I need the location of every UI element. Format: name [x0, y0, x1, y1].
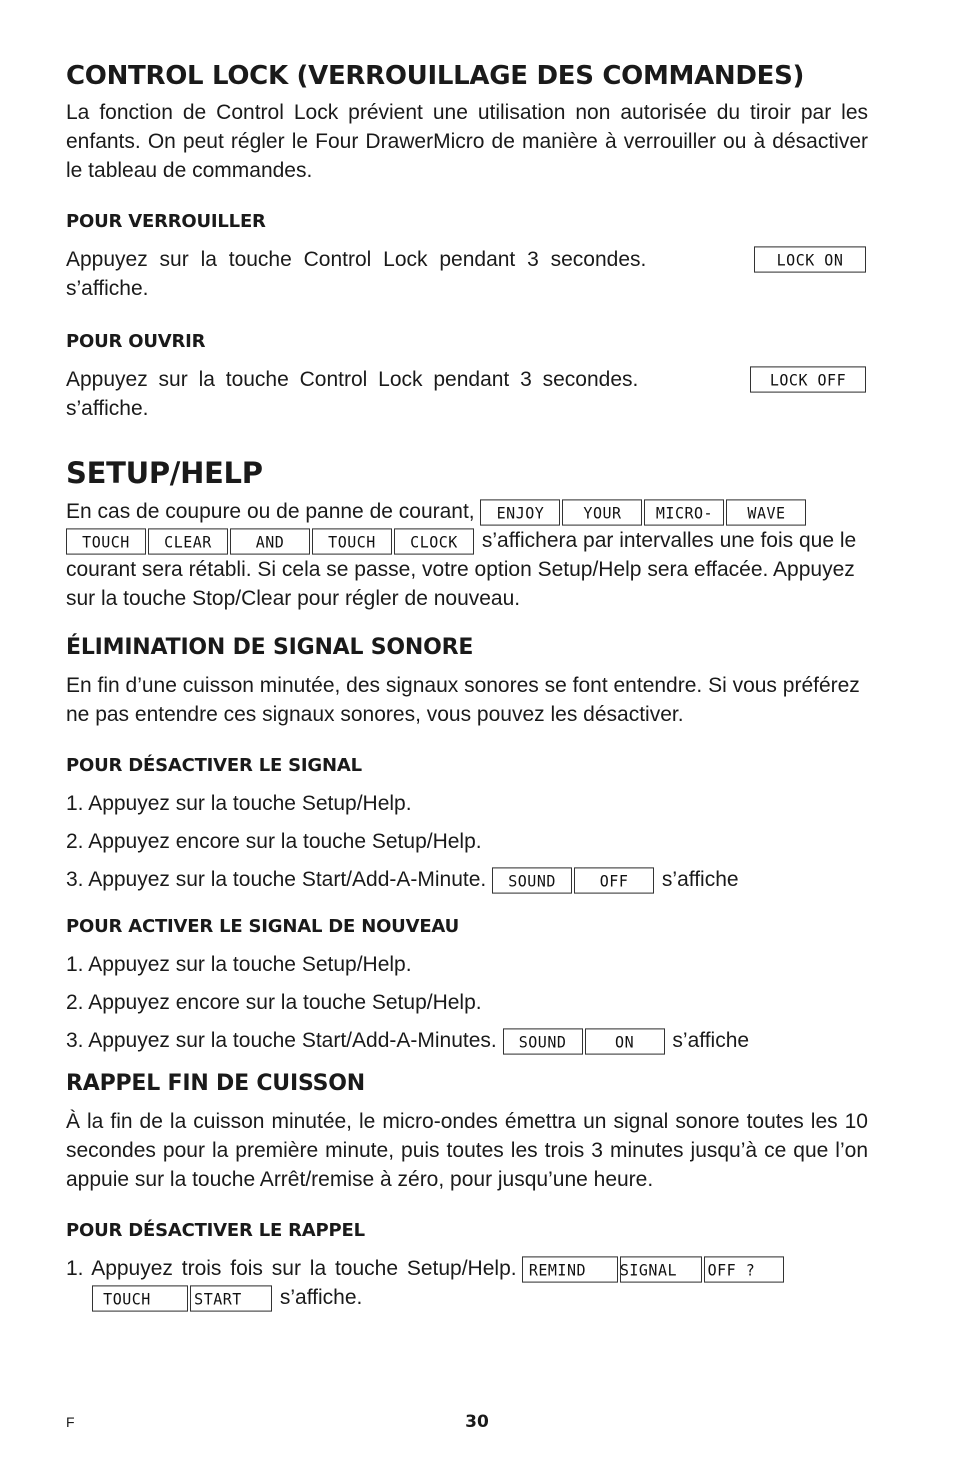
reminder-intro: À la fin de la cuisson minutée, le micro-ondes émettra un signal sonore toutes les 10 secondes pour la première minute, puis toutes les trois 3 minutes jusqu’à ce que l’on appuie sur la touche Arrêt/remise à zéro, pour jusqu’une heure. [66, 1110, 868, 1191]
lock-paragraph [66, 245, 868, 303]
lcd-display: AND [230, 528, 310, 554]
signal-on-heading: POUR ACTIVER LE SIGNAL DE NOUVEAU [66, 916, 460, 937]
list-item: 1. Appuyez sur la touche Setup/Help. [66, 953, 412, 976]
setup-help-title: SETUP/HELP [66, 456, 263, 490]
list-item: 1. Appuyez sur la touche Setup/Help. [66, 792, 412, 815]
lcd-display: MICRO- [644, 499, 724, 525]
signal-title: ÉLIMINATION DE SIGNAL SONORE [66, 635, 474, 660]
setup-text-after: s’affichera par intervalles une fois que le courant sera rétabli. Si cela se passe, votre option Setup/Help sera effacée. Appuyez sur la touche Stop/Clear pour régler de nouveau. [66, 529, 857, 610]
signal-intro: En fin d’une cuisson minutée, des signaux sonores se font entendre. Si vous préférez ne pas entendre ces signaux sonores, vous pouvez les désactiver. [66, 674, 860, 726]
control-lock-title: CONTROL LOCK (VERROUILLAGE DES COMMANDES) [66, 61, 805, 91]
setup-text-before: En cas de coupure ou de panne de courant, [66, 500, 475, 523]
lcd-display: SIGNAL [620, 1256, 702, 1282]
lock-heading: POUR VERROUILLER [66, 211, 266, 232]
lcd-display: SOUND [503, 1028, 583, 1054]
step-suffix: s’affiche [661, 868, 739, 891]
lcd-display: REMIND [522, 1256, 618, 1282]
lcd-display: YOUR [562, 499, 642, 525]
control-lock-intro: La fonction de Control Lock prévient une utilisation non autorisée du tiroir par les enfants. On peut régler le Four DrawerMicro de manière à verrouiller ou à désactiver le tableau de commandes. [66, 101, 868, 182]
lcd-display: ON [585, 1028, 665, 1054]
lcd-display: LOCK OFF [750, 366, 866, 392]
lcd-display: CLEAR [148, 528, 228, 554]
setup-help-paragraph [66, 497, 868, 613]
unlock-suffix: s’affiche. [66, 397, 149, 420]
reminder-title: RAPPEL FIN DE CUISSON [66, 1071, 365, 1096]
signal-off-heading: POUR DÉSACTIVER LE SIGNAL [66, 755, 362, 776]
lcd-display: CLOCK [394, 528, 474, 554]
list-item [66, 865, 868, 894]
step-text: 3. Appuyez sur la touche Start/Add-A-Minute. [66, 868, 487, 891]
list-item [66, 1254, 868, 1312]
step-suffix: s’affiche. [279, 1286, 363, 1309]
lcd-display: OFF ? [704, 1256, 784, 1282]
lcd-display: TOUCH [66, 528, 146, 554]
footer-language: F [66, 1414, 75, 1430]
lock-suffix: s’affiche. [66, 277, 149, 300]
lcd-display: START [190, 1285, 272, 1311]
list-item: 2. Appuyez encore sur la touche Setup/Help. [66, 991, 482, 1014]
list-item: 2. Appuyez encore sur la touche Setup/Help. [66, 830, 482, 853]
lcd-display: TOUCH [92, 1285, 188, 1311]
unlock-text: Appuyez sur la touche Control Lock pendant 3 secondes. [66, 368, 639, 391]
lcd-display: LOCK ON [754, 246, 866, 272]
step-suffix: s’affiche [672, 1029, 750, 1052]
list-item [66, 1026, 868, 1055]
step-text: 3. Appuyez sur la touche Start/Add-A-Minutes. [66, 1029, 497, 1052]
lcd-display: SOUND [492, 867, 572, 893]
page-number: 30 [465, 1412, 489, 1432]
lcd-display: WAVE [726, 499, 806, 525]
page-content [66, 58, 868, 1321]
lock-text: Appuyez sur la touche Control Lock pendant 3 secondes. [66, 248, 647, 271]
lcd-display: OFF [574, 867, 654, 893]
unlock-paragraph [66, 365, 868, 423]
reminder-off-heading: POUR DÉSACTIVER LE RAPPEL [66, 1220, 365, 1241]
lcd-display: TOUCH [312, 528, 392, 554]
step-text: 1. Appuyez trois fois sur la touche Setup/Help. [66, 1257, 517, 1280]
lcd-display: ENJOY [480, 499, 560, 525]
unlock-heading: POUR OUVRIR [66, 331, 206, 352]
